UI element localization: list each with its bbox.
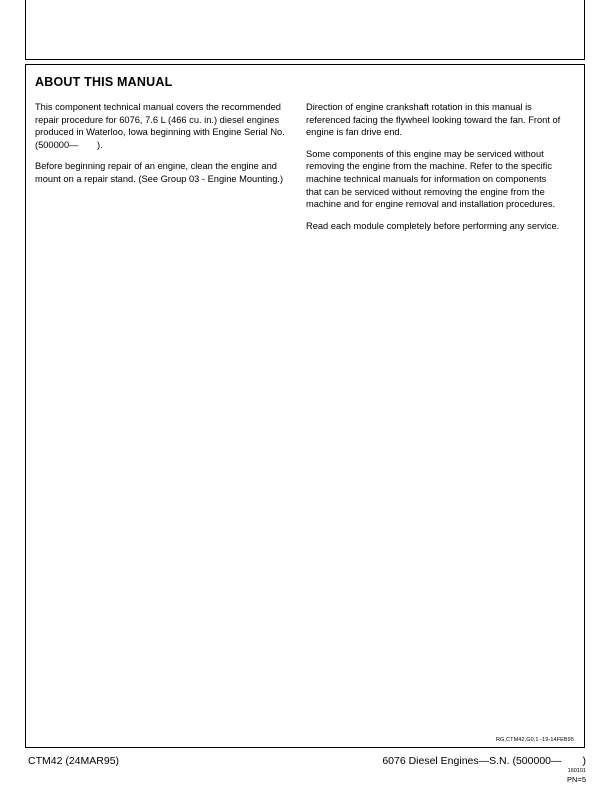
right-column (306, 101, 562, 232)
footer-date-code: 160101 (567, 768, 586, 774)
paragraph-service-in-machine: Some components of this engine may be serviced without removing the engine from the machine. Refer to the specific machine technical manuals for information on components that can be serviced without removing the engine from the machine and for engine removal and installation procedures. (306, 148, 556, 210)
paragraph-rotation: Direction of engine crankshaft rotation in this manual is referenced facing the flywheel looking toward the fan. Front of engine is fan drive end. (306, 102, 561, 138)
section-title: ABOUT THIS MANUAL (35, 75, 173, 89)
header-frame (25, 0, 585, 60)
reference-code: RG,CTM42,G0,1 -19-14FEB95 (495, 737, 574, 743)
paragraph-coverage: This component technical manual covers the recommended repair procedure for 6076, 7.6 L (466 cu. in.) diesel engines produced in Waterloo, Iowa beginning with Engine Serial No. (500000— ). (35, 102, 285, 150)
paragraph-before-repair: Before beginning repair of an engine, clean the engine and mount on a repair stand. (See Group 03 - Engine Mounting.) (35, 161, 284, 184)
left-column (35, 101, 291, 186)
section-frame (25, 64, 585, 748)
page-number: PN=5 (567, 775, 586, 784)
paragraph-read-module: Read each module completely before performing any service. (306, 220, 560, 231)
footer-manual-id: CTM42 (24MAR95) (28, 755, 120, 767)
footer-title: 6076 Diesel Engines—S.N. (500000— ) (382, 755, 586, 767)
